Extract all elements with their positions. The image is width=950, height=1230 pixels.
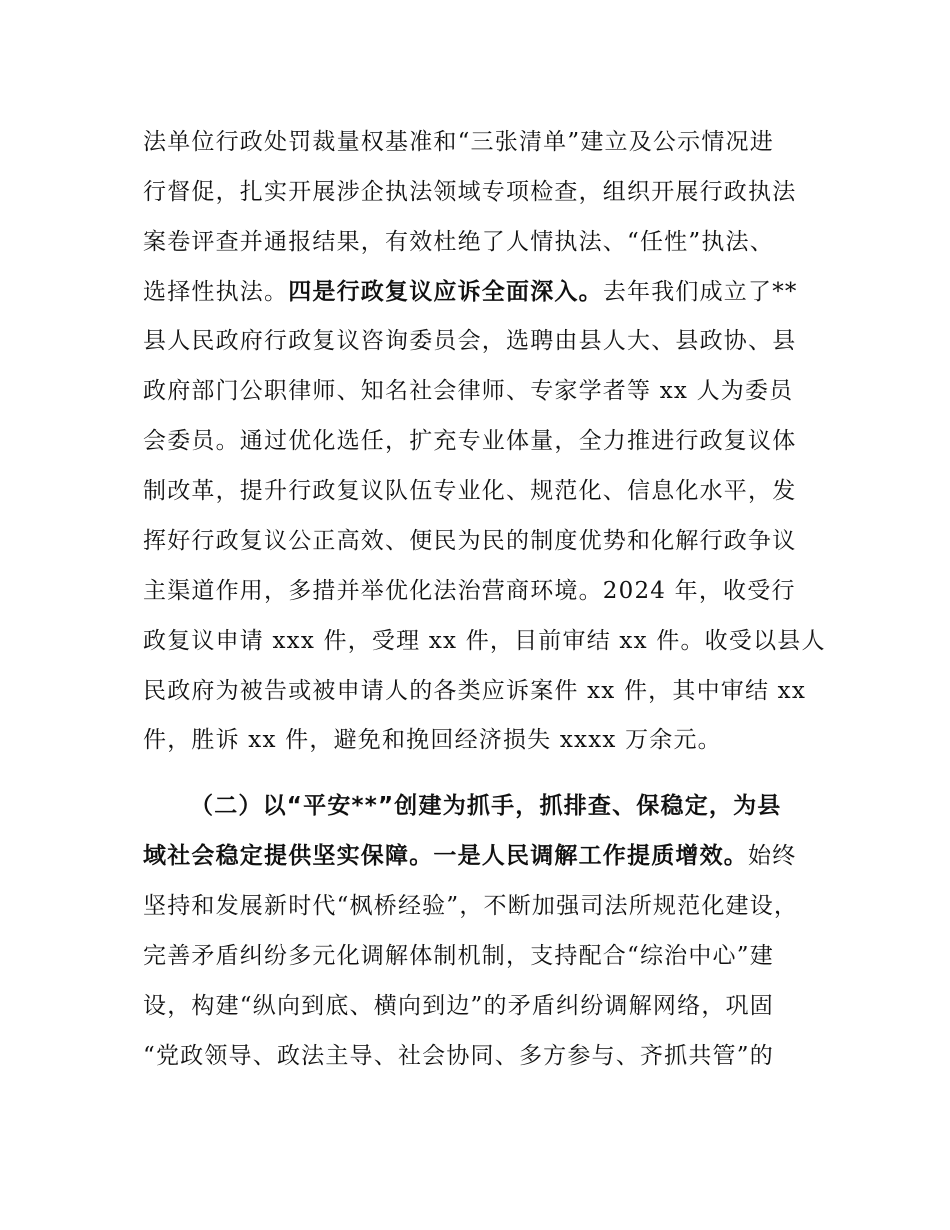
paragraph1-line3: 案卷评查并通报结果，有效杜绝了人情执法、“任性”执法、 (143, 229, 774, 255)
paragraph2-line6: “党政领导、政法主导、社会协同、多方参与、齐抓共管”的 (143, 1043, 774, 1069)
paragraph2-heading: （二）以“平安**”创建为抓手，抓排查、保稳定，为县 (190, 793, 782, 819)
paragraph2-subheading: 域社会稳定提供坚实保障。一是人民调解工作提质增效。 (143, 843, 748, 869)
paragraph1-line4 (143, 274, 823, 310)
paragraph1-line2: 行督促，扎实开展涉企执法领域专项检查，组织开展行政执法 (143, 179, 797, 205)
paragraph1-section-heading: 四是行政复议应诉全面深入。 (288, 279, 603, 305)
paragraph1-line11: 政复议申请 xxx 件，受理 xx 件，目前审结 xx 件。收受以县人 (143, 628, 826, 654)
paragraph1-line6: 政府部门公职律师、知名社会律师、专家学者等 xx 人为委员 (143, 378, 794, 404)
paragraph2-line4: 完善矛盾纠纷多元化调解体制机制，支持配合“综治中心”建 (143, 943, 774, 969)
paragraph1-line13: 件，胜诉 xx 件，避免和挽回经济损失 xxxx 万余元。 (143, 727, 722, 753)
paragraph1-line5: 县人民政府行政复议咨询委员会，选聘由县人大、县政协、县 (143, 328, 797, 354)
paragraph1-line9: 挥好行政复议公正高效、便民为民的制度优势和化解行政争议 (143, 528, 797, 554)
paragraph2-line2 (143, 838, 823, 874)
paragraph1-line4-text: 选择性执法。 (143, 279, 289, 305)
paragraph1-line7: 会委员。通过优化选任，扩充专业体量，全力推进行政复议体 (143, 428, 797, 454)
paragraph1-line8: 制改革，提升行政复议队伍专业化、规范化、信息化水平，发 (143, 478, 797, 504)
paragraph2-line5: 设，构建“纵向到底、横向到边”的矛盾纠纷调解网络，巩固 (143, 993, 774, 1019)
paragraph1-line4-tail: 去年我们成立了** (602, 279, 798, 305)
paragraph1-line12: 民政府为被告或被申请人的各类应诉案件 xx 件，其中审结 xx (143, 678, 807, 704)
paragraph1-line1: 法单位行政处罚裁量权基准和“三张清单”建立及公示情况进 (143, 129, 774, 155)
paragraph2-line3: 坚持和发展新时代“枫桥经验”，不断加强司法所规范化建设， (143, 893, 799, 919)
paragraph2-line2-tail: 始终 (748, 843, 797, 869)
paragraph1-line10: 主渠道作用，多措并举优化法治营商环境。2024 年，收受行 (143, 578, 796, 604)
